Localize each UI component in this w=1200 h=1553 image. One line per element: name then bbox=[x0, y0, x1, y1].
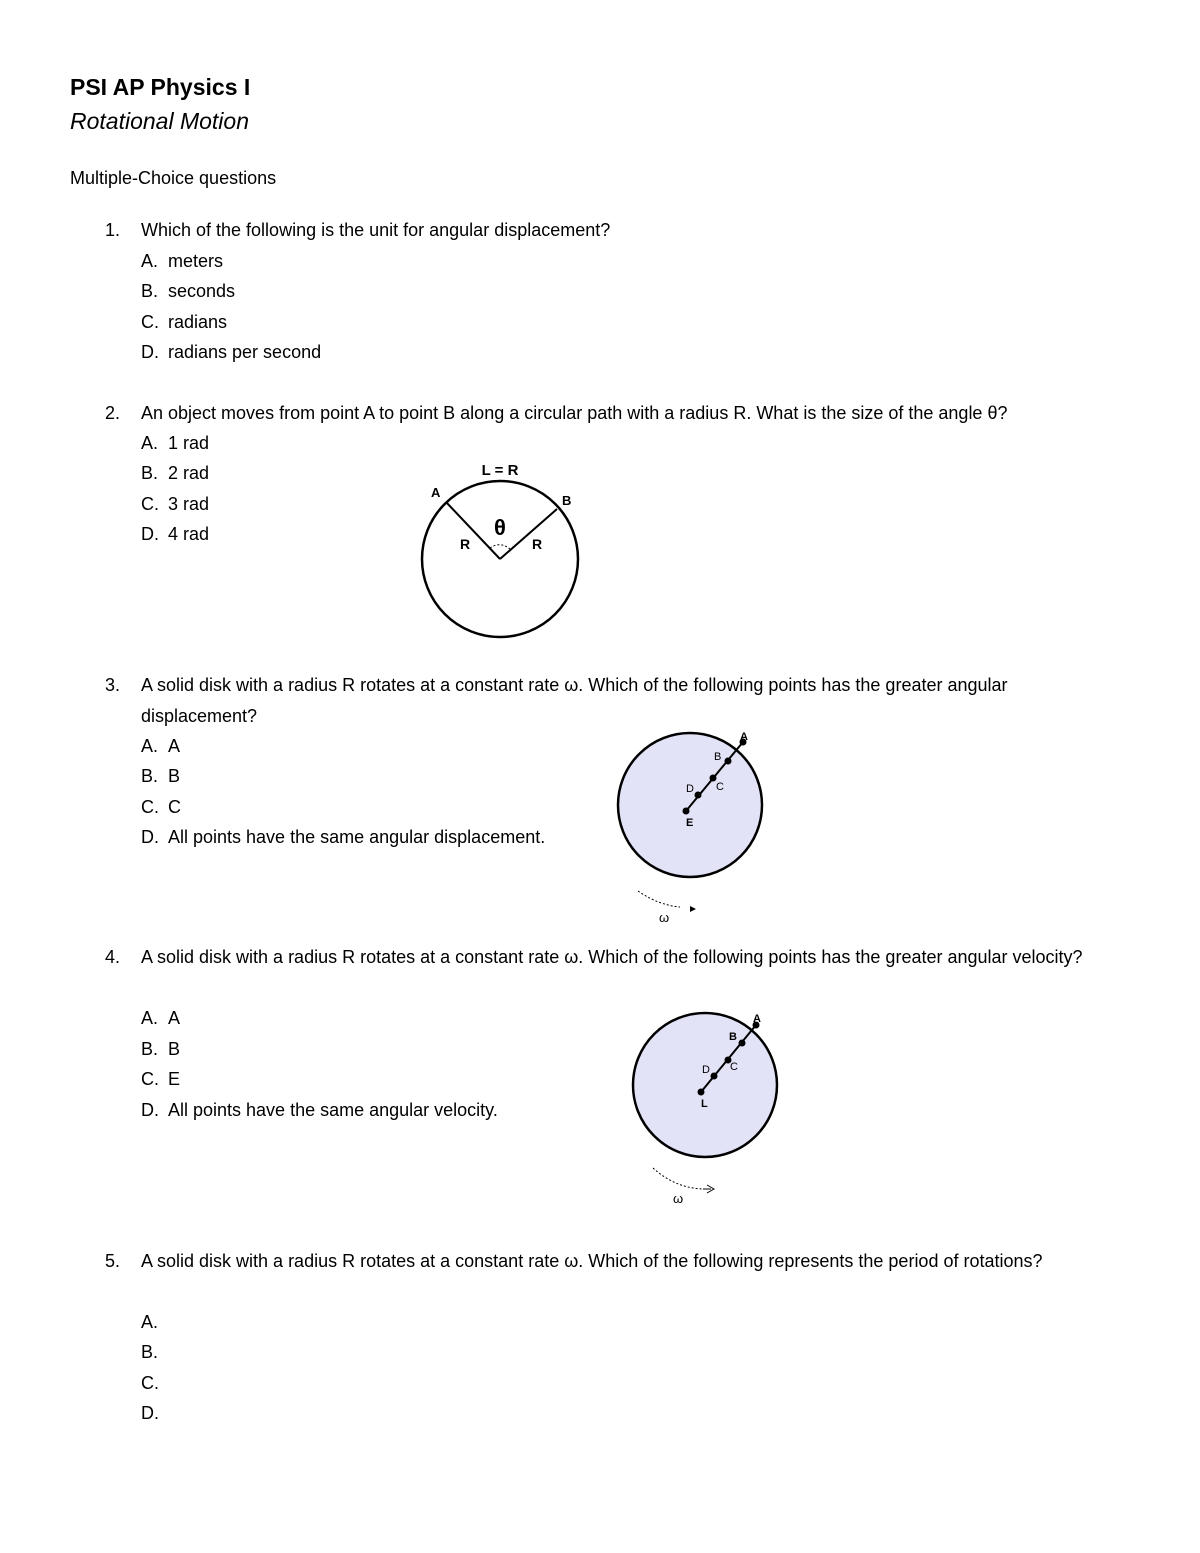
option-label: C. bbox=[141, 494, 159, 514]
point-e-label: E bbox=[686, 817, 694, 829]
point-e-dot bbox=[683, 808, 690, 815]
section-heading: Multiple-Choice questions bbox=[70, 168, 277, 188]
question-2-number: 2. bbox=[105, 403, 121, 423]
angle-circle-diagram bbox=[410, 455, 590, 645]
question-5-text: A solid disk with a radius R rotates at a constant rate ω. Which of the following represents the period of rotations? bbox=[141, 1251, 1043, 1271]
option-label: D. bbox=[141, 1100, 159, 1120]
point-b-dot bbox=[739, 1040, 746, 1047]
option-label: D. bbox=[141, 342, 159, 362]
question-5-option-d bbox=[141, 1403, 168, 1424]
arrow-head-icon bbox=[690, 906, 696, 912]
option-label: D. bbox=[141, 827, 159, 847]
question-5-option-b bbox=[141, 1342, 168, 1363]
question-4-option-d bbox=[141, 1100, 498, 1121]
question-3-option-d bbox=[141, 827, 545, 848]
option-text: 1 rad bbox=[168, 433, 210, 453]
question-1-option-d bbox=[141, 342, 321, 363]
disk-diagram-q3 bbox=[610, 725, 770, 930]
point-l-dot bbox=[698, 1089, 705, 1096]
point-d-label: D bbox=[702, 1064, 710, 1076]
page-subtitle: Rotational Motion bbox=[70, 108, 249, 134]
question-4-option-c bbox=[141, 1069, 180, 1090]
omega-label: ω bbox=[673, 1191, 684, 1206]
option-text: radians per second bbox=[168, 342, 322, 362]
point-l-label: L bbox=[701, 1098, 708, 1110]
option-label: A. bbox=[141, 1008, 159, 1028]
option-label: B. bbox=[141, 463, 159, 483]
point-d-label: D bbox=[686, 783, 694, 795]
question-3-option-a bbox=[141, 736, 180, 757]
option-label: C. bbox=[141, 1373, 159, 1393]
option-text: C bbox=[168, 797, 181, 817]
point-b-label: B bbox=[729, 1031, 737, 1043]
question-4-text: A solid disk with a radius R rotates at a constant rate ω. Which of the following points has the greater angular velocity? bbox=[141, 947, 1083, 967]
point-c-label: C bbox=[716, 781, 724, 793]
arc-length-label: L = R bbox=[481, 462, 519, 479]
question-4-number: 4. bbox=[105, 947, 121, 967]
option-text: 2 rad bbox=[168, 463, 210, 483]
option-label: B. bbox=[141, 766, 159, 786]
option-text: 4 rad bbox=[168, 524, 210, 544]
option-text: All points have the same angular velocity. bbox=[168, 1100, 498, 1120]
option-text: meters bbox=[168, 251, 224, 271]
point-a-label: A bbox=[740, 731, 748, 743]
option-label: A. bbox=[141, 1312, 159, 1332]
point-c-label: C bbox=[730, 1061, 738, 1073]
question-5-option-a bbox=[141, 1312, 168, 1333]
question-1-number: 1. bbox=[105, 220, 121, 240]
point-b-dot bbox=[725, 758, 732, 765]
option-label: C. bbox=[141, 1069, 159, 1089]
option-text: A bbox=[168, 1008, 181, 1028]
option-label: B. bbox=[141, 1342, 159, 1362]
option-text: B bbox=[168, 766, 181, 786]
option-label: A. bbox=[141, 736, 159, 756]
option-text: All points have the same angular displacement. bbox=[168, 827, 546, 847]
question-2-option-b bbox=[141, 463, 209, 484]
rotation-arrow bbox=[638, 891, 680, 907]
point-a-label: A bbox=[431, 485, 441, 500]
rotation-arrow bbox=[653, 1168, 703, 1189]
question-4-option-a bbox=[141, 1008, 180, 1029]
option-label: D. bbox=[141, 524, 159, 544]
solid-disk bbox=[633, 1013, 777, 1157]
option-text: E bbox=[168, 1069, 181, 1089]
question-4-option-b bbox=[141, 1039, 180, 1060]
option-text: B bbox=[168, 1039, 181, 1059]
question-1-option-b bbox=[141, 281, 235, 302]
option-text: 3 rad bbox=[168, 494, 210, 514]
omega-label: ω bbox=[659, 910, 670, 925]
option-label: B. bbox=[141, 1039, 159, 1059]
option-text: seconds bbox=[168, 281, 236, 301]
question-5-number: 5. bbox=[105, 1251, 121, 1271]
option-label: A. bbox=[141, 251, 159, 271]
radius-label-right: R bbox=[532, 536, 543, 552]
question-3-option-c bbox=[141, 797, 181, 818]
question-2-option-d bbox=[141, 524, 209, 545]
point-d-dot bbox=[711, 1073, 718, 1080]
option-text: radians bbox=[168, 312, 228, 332]
question-3-option-b bbox=[141, 766, 180, 787]
question-5-option-c bbox=[141, 1373, 168, 1394]
disk-diagram-q4 bbox=[625, 1005, 785, 1210]
option-label: C. bbox=[141, 312, 159, 332]
question-3-text: A solid disk with a radius R rotates at a constant rate ω. Which of the following points has the greater angular displacement? bbox=[141, 675, 1008, 726]
option-label: D. bbox=[141, 1403, 159, 1423]
question-1-option-c bbox=[141, 312, 227, 333]
point-d-dot bbox=[695, 792, 702, 799]
question-2-option-c bbox=[141, 494, 209, 515]
question-2-option-a bbox=[141, 433, 209, 454]
option-text: A bbox=[168, 736, 181, 756]
point-b-label: B bbox=[714, 751, 722, 763]
question-1-text: Which of the following is the unit for angular displacement? bbox=[141, 220, 611, 240]
question-2-text: An object moves from point A to point B along a circular path with a radius R. What is the size of the angle θ? bbox=[141, 403, 1008, 423]
theta-label: θ bbox=[494, 515, 506, 540]
option-label: C. bbox=[141, 797, 159, 817]
option-label: B. bbox=[141, 281, 159, 301]
page-title: PSI AP Physics I bbox=[70, 74, 251, 100]
option-label: A. bbox=[141, 433, 159, 453]
point-b-label: B bbox=[562, 493, 572, 508]
question-1-option-a bbox=[141, 251, 223, 272]
point-a-label: A bbox=[753, 1013, 761, 1025]
question-3-number: 3. bbox=[105, 675, 121, 695]
radius-label-left: R bbox=[460, 536, 471, 552]
